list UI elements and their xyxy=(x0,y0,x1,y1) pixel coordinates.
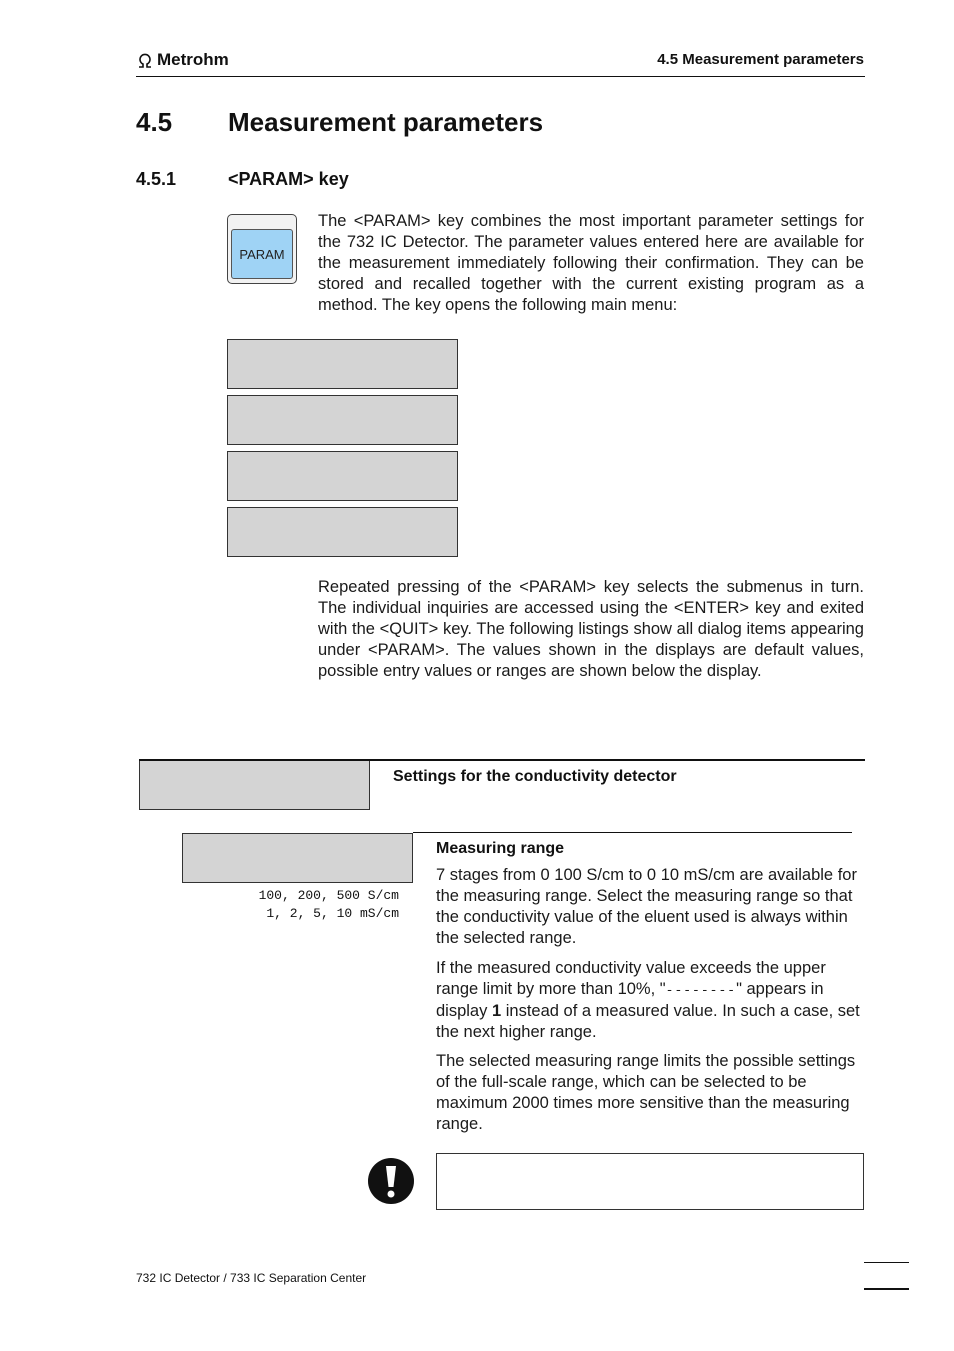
section-title: Measurement parameters xyxy=(228,107,544,137)
intro-paragraph: The <PARAM> key combines the most important parameter settings for the 732 IC Detector. The parameter values entered here are available for the measurement immediately following their confirmation. They can be stored and recalled together with the current existing program as a method. The key opens the following main menu: xyxy=(318,212,864,314)
menu-display-1 xyxy=(227,339,458,389)
subsection-number: 4.5.1 xyxy=(136,169,177,189)
measuring-range-para-2: If the measured conductivity value exceeds the upper range limit by more than 10%, "--------" appears in display 1 instead of a measured value. In such a case, set the next higher range. xyxy=(436,959,860,1041)
menu-display-3 xyxy=(227,451,458,501)
subsection-rule xyxy=(413,832,852,833)
overrange-indicator: -------- xyxy=(665,983,737,998)
omega-logo-icon xyxy=(136,52,154,68)
measuring-range-heading: Measuring range xyxy=(436,840,565,857)
measuring-range-para-3: The selected measuring range limits the possible settings of the full-scale range, which can be selected to be maximum 2000 times more sensitive than the measuring range. xyxy=(436,1052,856,1133)
section-heading xyxy=(136,107,543,138)
menu-display-2 xyxy=(227,395,458,445)
header-rule xyxy=(136,76,865,77)
logo-text: Metrohm xyxy=(157,50,229,69)
options-line-1: 100, 200, 500 S/cm xyxy=(258,888,399,903)
subsection-heading xyxy=(136,169,349,190)
subsection-title: <PARAM> key xyxy=(228,169,349,189)
conductivity-heading: Settings for the conductivity detector xyxy=(393,768,677,785)
options-line-2: 1, 2, 5, 10 mS/cm xyxy=(266,906,399,921)
section-number: 4.5 xyxy=(136,107,173,137)
param-key-label: PARAM xyxy=(231,229,293,279)
display-number: 1 xyxy=(491,1002,502,1020)
metrohm-logo xyxy=(136,50,229,70)
page-number-rule-top xyxy=(864,1262,909,1263)
param-key-illustration xyxy=(227,214,297,284)
exclamation-warning-icon xyxy=(367,1157,415,1205)
running-title: 4.5 Measurement parameters xyxy=(657,51,864,68)
page-number-rule-bottom xyxy=(864,1288,909,1290)
measuring-range-para-1: 7 stages from 0 100 S/cm to 0 10 mS/cm are available for the measuring range. Select the measuring range so that the conductivity value of the eluent used is always within the selected range. xyxy=(436,866,857,947)
footer-product: 732 IC Detector / 733 IC Separation Center xyxy=(136,1271,367,1285)
menu-display-4 xyxy=(227,507,458,557)
measuring-range-options xyxy=(182,887,399,923)
note-box xyxy=(436,1153,864,1210)
conductivity-display xyxy=(139,761,370,810)
measuring-range-display xyxy=(182,833,413,883)
submenu-paragraph: Repeated pressing of the <PARAM> key selects the submenus in turn. The individual inquiries are accessed using the <ENTER> key and exited with the <QUIT> key. The following listings show all dialog items appearing under <PARAM>. The values shown in the displays are default values, possible entry values or ranges are shown below the display. xyxy=(318,578,864,680)
